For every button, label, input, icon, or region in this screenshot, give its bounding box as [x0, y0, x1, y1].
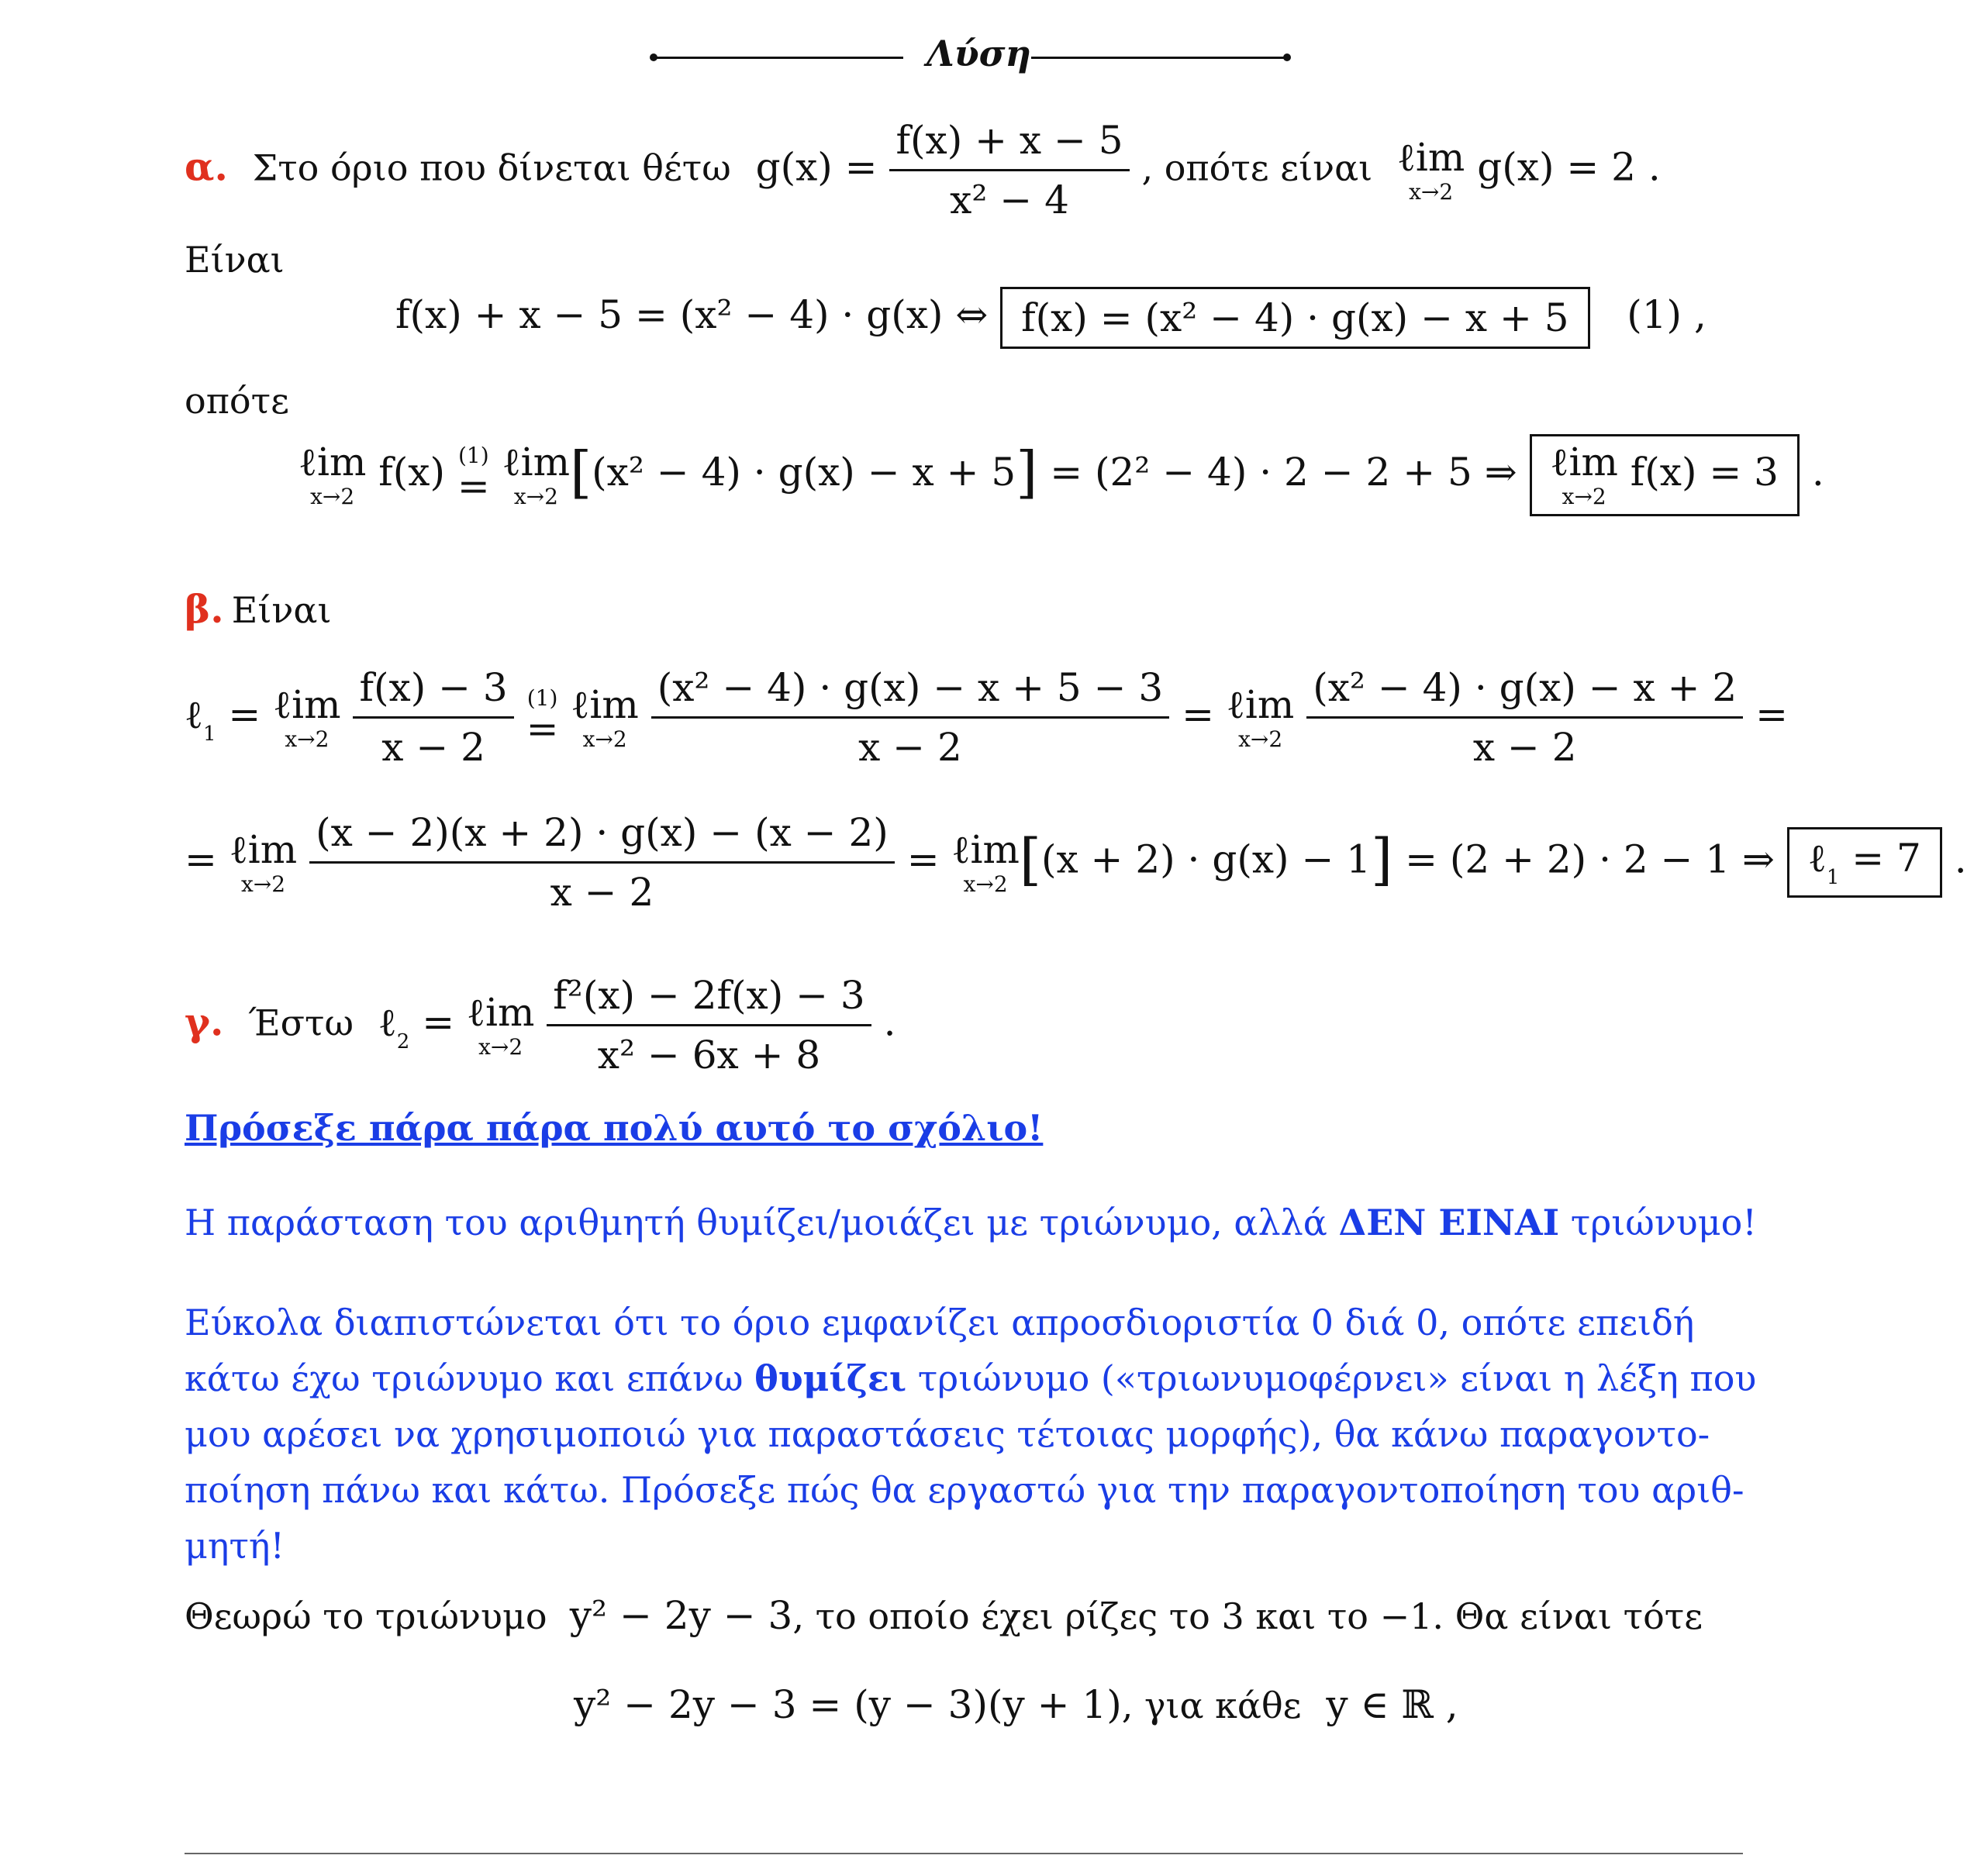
equation-1-box: f(x) = (x² − 4) · g(x) − x + 5 [1000, 287, 1589, 349]
equation-3: ℓ$_1$ = ℓim x→2 $\frac{f(x) - 3}{x - 2}$ (1) = ℓim x→2 $\frac{\text{(x² − 4) · g(x) − x + 5 − 3}}{x - 2}$ = ℓim x→2 $\frac{\text{(x² − 4) · g(x) − x + 2}}{x - 2}$ = [185, 665, 1789, 770]
header-dot-left [650, 53, 657, 61]
part-a-opote: οπότε [185, 380, 289, 422]
c-fraction: $\frac{\text{f²(x) − 2f(x) − 3}}{\text{x² − 6x + 8}}$ [547, 973, 871, 1078]
fraction-1: $\frac{f(x) - 3}{x - 2}$ [353, 665, 513, 770]
footer-rule [185, 1853, 1743, 1854]
comment-paragraph-2: Εύκολα διαπιστώνεται ότι το όριο εμφανίζει απροσδιοριστία 0 διά 0, οπότε επειδή κάτω έχω τριώνυμο και επάνω θυμίζει τριώνυμο («τριωνυμοφέρνει» είναι η λέξη που μου αρέσει να χρησιμοποιώ για παραστάσεις τέτοιας μορφής), θα κάνω παραγοντο- ποίηση πάνω και κάτω. Πρόσεξε πώς θα εργαστώ για την παραγοντοποίηση του αριθ- μητή! [185, 1302, 1757, 1567]
eq2-ref-equals: (1) = [457, 443, 490, 509]
limit-operator: ℓim x→2 [273, 681, 341, 752]
eq2-f: f(x) [378, 450, 445, 495]
header-rule-right [1031, 57, 1287, 59]
trinomial-expression: y² − 2y − 3 [569, 1593, 793, 1638]
limit-operator: ℓim x→2 [1550, 440, 1618, 509]
eq2-end: . [1811, 450, 1824, 495]
limit-operator: ℓim x→2 [467, 989, 535, 1060]
fraction-3: $\frac{\text{(x² − 4) · g(x) − x + 2}}{x - 2}$ [1306, 665, 1743, 770]
b-bracket: (x + 2) · g(x) − 1 [1040, 836, 1372, 882]
g-numerator: f(x) + x − 5 [896, 118, 1123, 163]
l1-box: ℓ$_1$ = 7 [1787, 827, 1942, 898]
trinomial-intro: Θεωρώ το τριώνυμο y² − 2y − 3, το οποίο έχει ρίζες το 3 και το −1. Θα είναι τότε [185, 1593, 1703, 1638]
comment-paragraph-1: Η παράσταση του αριθμητή θυμίζει/μοιάζει με τριώνυμο, αλλά ΔΕΝ ΕΙΝΑΙ τριώνυμο! [185, 1202, 1757, 1243]
limit-operator: ℓim x→2 [502, 440, 571, 509]
page-title: Λύση [927, 33, 1031, 74]
equation-1-left: f(x) + x − 5 = (x² − 4) · g(x) ⇔ [395, 292, 989, 337]
eq2-right: = (2² − 4) · 2 − 2 + 5 ⇒ [1050, 450, 1517, 495]
limit-operator: ℓim x→2 [571, 681, 639, 752]
part-b-einai: Είναι [231, 589, 332, 631]
limit-g-value: g(x) = 2 . [1477, 144, 1661, 190]
b-right: = (2 + 2) · 2 − 1 ⇒ [1405, 836, 1775, 882]
part-a-intro: Στο όριο που δίνεται θέτω [252, 147, 731, 189]
header-dot-right [1283, 53, 1291, 61]
header-rule-left [655, 57, 903, 59]
fraction-2: $\frac{\text{(x² − 4) · g(x) − x + 5 − 3}}{x - 2}$ [651, 665, 1170, 770]
factorization-equation: y² − 2y − 3 = (y − 3)(y + 1), για κάθε y ∈ ℝ , [574, 1682, 1458, 1727]
ref-equals: (1) = [526, 685, 559, 751]
g-denominator: x² − 4 [889, 169, 1129, 222]
equation-1-tag: (1) , [1627, 292, 1706, 337]
part-a-after: , οπότε είναι [1141, 147, 1373, 189]
limit-operator: ℓim x→2 [951, 826, 1020, 897]
g-def: g(x) = [755, 144, 878, 190]
limit-operator: ℓim x→2 [1226, 681, 1295, 752]
part-b-header [185, 586, 331, 632]
l1-symbol: ℓ$_1$ [185, 691, 216, 746]
part-b-marker: β. [185, 586, 224, 632]
part-a-line [185, 118, 1661, 222]
equation-4: = ℓim x→2 $\frac{(x - 2)(x + 2) \cdot g(x) - (x - 2)}{x - 2}$ = ℓim x→2 [(x + 2) · g(x) − 1] = (2 + 2) · 2 − 1 ⇒ ℓ$_1$ = 7 . [185, 810, 1967, 915]
equation-1 [395, 287, 1706, 349]
equation-2: ℓim x→2 f(x) (1) = ℓim x→2 [(x² − 4) · g(x) − x + 5] = (2² − 4) · 2 − 2 + 5 ⇒ ℓim x→2 f(x) = 3 . [299, 434, 1824, 516]
eq2-box: ℓim x→2 f(x) = 3 [1530, 434, 1800, 516]
limit-operator: ℓim x→2 [1396, 134, 1465, 205]
part-c-marker: γ. [185, 998, 224, 1045]
g-fraction [889, 118, 1129, 222]
part-a-marker: α. [185, 143, 228, 190]
part-c-line: γ. Έστω ℓ$_2$ = ℓim x→2 $\frac{\text{f²(x) − 2f(x) − 3}}{\text{x² − 6x + 8}}$ . [185, 973, 896, 1078]
part-c-estw: Έστω [248, 1002, 354, 1044]
eq2-bracket: (x² − 4) · g(x) − x + 5 [592, 450, 1016, 495]
fraction-4: $\frac{(x - 2)(x + 2) \cdot g(x) - (x - 2)}{x - 2}$ [309, 810, 895, 915]
limit-operator: ℓim x→2 [299, 440, 367, 509]
limit-operator: ℓim x→2 [229, 826, 298, 897]
l2-symbol: ℓ$_2$ [378, 999, 410, 1054]
comment-heading: Πρόσεξε πάρα πάρα πολύ αυτό το σχόλιο! [185, 1107, 1044, 1149]
part-a-einai: Είναι [185, 239, 285, 281]
